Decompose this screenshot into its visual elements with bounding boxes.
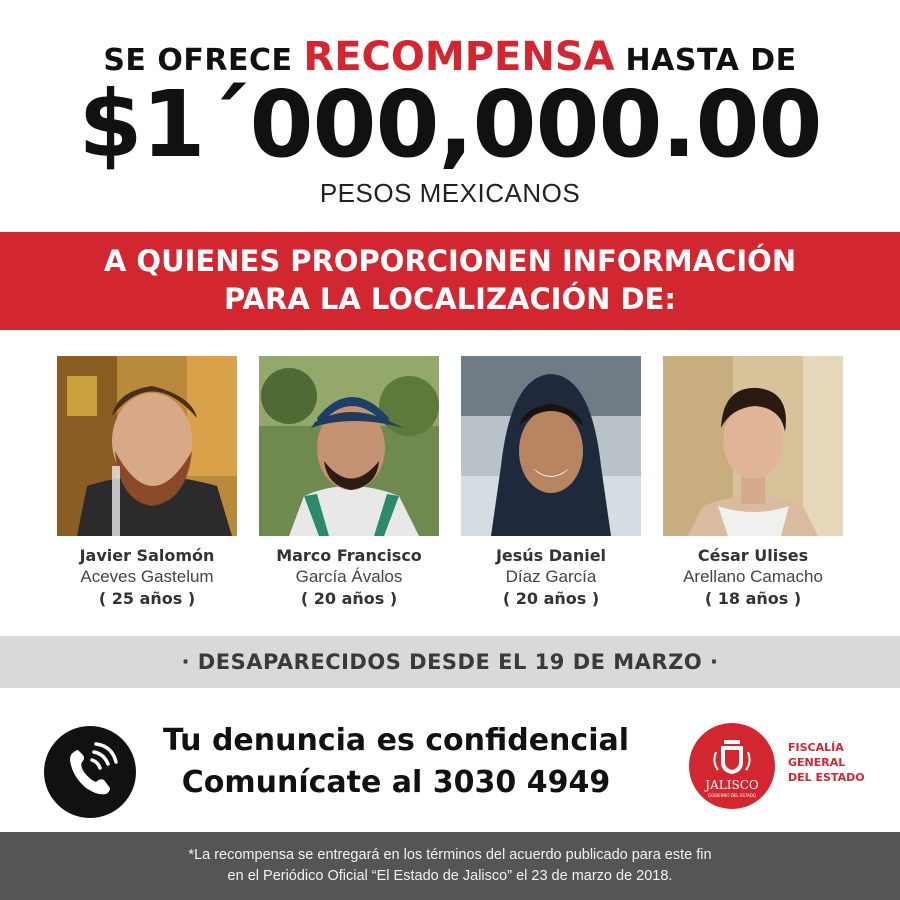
person-surname: Díaz García (505, 567, 597, 586)
person-card (461, 356, 641, 608)
person-surname: Aceves Gastelum (80, 567, 214, 586)
person-photo-illustration (461, 356, 641, 536)
headline-highlight: RECOMPENSA (303, 34, 615, 80)
person-age: ( 25 años ) (98, 589, 196, 608)
fiscalia-label (788, 740, 888, 785)
emblem-text: JALISCO (705, 778, 759, 792)
person-photo (663, 356, 843, 536)
phone-ringing-icon-glyph (44, 726, 136, 818)
red-banner (0, 232, 900, 330)
person-photo-illustration (57, 356, 237, 536)
person-photo (57, 356, 237, 536)
jalisco-emblem-icon (688, 722, 776, 810)
emblem-subtext: GOBIERNO DEL ESTADO (707, 793, 757, 798)
person-age: ( 20 años ) (300, 589, 398, 608)
footer-note (0, 832, 900, 900)
headline-prefix: SE OFRECE (103, 43, 293, 78)
person-card (259, 356, 439, 608)
phone-ringing-icon (44, 726, 136, 818)
footer-line-1: *La recompensa se entregará en los términos del acuerdo publicado para este fin (188, 847, 712, 863)
person-photo-illustration (259, 356, 439, 536)
person-age: ( 20 años ) (502, 589, 600, 608)
person-photo-illustration (663, 356, 843, 536)
fiscalia-line-3: DEL ESTADO (788, 771, 865, 784)
jalisco-emblem (688, 722, 776, 810)
banner-line-2: PARA LA LOCALIZACIÓN DE: (223, 282, 677, 316)
contact-line-2: Comunícate al 3030 4949 (181, 765, 611, 800)
contact-block (156, 720, 636, 804)
person-name: César Ulises (697, 546, 809, 565)
headline-suffix: HASTA DE (625, 43, 797, 78)
person-name: Javier Salomón (79, 546, 215, 565)
person-name: Marco Francisco (276, 546, 422, 565)
person-card (57, 356, 237, 608)
person-surname: Arellano Camacho (683, 567, 823, 586)
person-photo (461, 356, 641, 536)
contact-line-1: Tu denuncia es confidencial (162, 723, 630, 758)
person-name: Jesús Daniel (495, 546, 607, 565)
person-age: ( 18 años ) (704, 589, 802, 608)
footer-line-2: en el Periódico Oficial “El Estado de Jalisco” el 23 de marzo de 2018. (227, 868, 673, 884)
currency-label: PESOS MEXICANOS (319, 178, 581, 208)
banner-line-1: A QUIENES PROPORCIONEN INFORMACIÓN (103, 244, 797, 278)
fiscalia-line-1: FISCALÍA (788, 741, 844, 754)
missing-since-band: · DESAPARECIDOS DESDE EL 19 DE MARZO · (0, 636, 900, 688)
person-card (663, 356, 843, 608)
fiscalia-line-2: GENERAL (788, 756, 846, 769)
reward-amount: $1´000,000.00 (78, 71, 822, 178)
person-photo (259, 356, 439, 536)
person-surname: García Ávalos (295, 567, 403, 586)
